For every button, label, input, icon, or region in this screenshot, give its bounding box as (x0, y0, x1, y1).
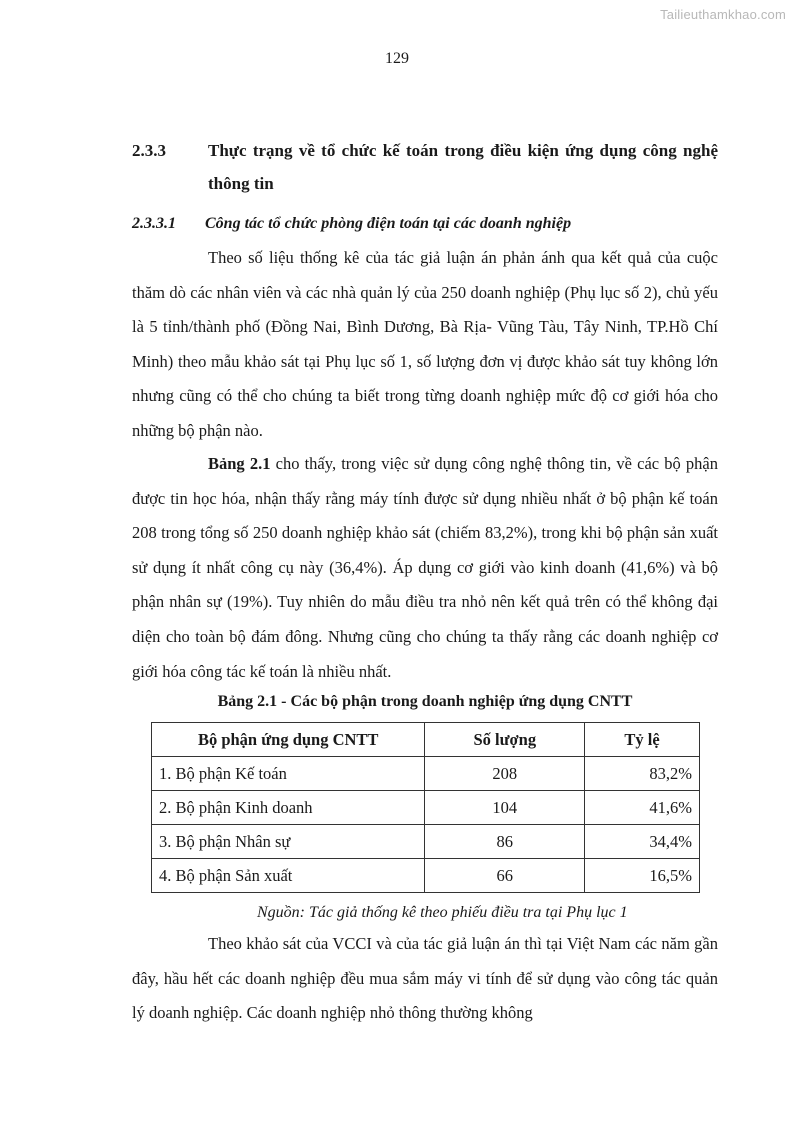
cell-count: 86 (425, 825, 585, 859)
cell-rate: 16,5% (585, 859, 700, 893)
header-count: Số lượng (425, 723, 585, 757)
cell-count: 104 (425, 791, 585, 825)
section-heading (132, 134, 718, 200)
table-caption: Bảng 2.1 - Các bộ phận trong doanh nghiệp ứng dụng CNTT (217, 693, 633, 710)
header-rate: Tỷ lệ (585, 723, 700, 757)
cell-count: 66 (425, 859, 585, 893)
header-department: Bộ phận ứng dụng CNTT (152, 723, 425, 757)
paragraph-2 (132, 447, 718, 689)
cell-department: 3. Bộ phận Nhân sự (152, 825, 425, 859)
cell-rate: 83,2% (585, 757, 700, 791)
table-row (152, 757, 700, 791)
cell-rate: 41,6% (585, 791, 700, 825)
cell-department: 4. Bộ phận Sản xuất (152, 859, 425, 893)
table-header-row (152, 723, 700, 757)
subsection-number: 2.3.3.1 (132, 215, 176, 232)
table-reference: Bảng 2.1 (208, 454, 271, 473)
subsection-title: Công tác tổ chức phòng điện toán tại các doanh nghiệp (205, 215, 572, 232)
table-source-note: Nguồn: Tác giả thống kê theo phiếu điều tra tại Phụ lục 1 (257, 904, 628, 921)
cell-count: 208 (425, 757, 585, 791)
table-row (152, 791, 700, 825)
watermark: Tailieuthamkhao.com (660, 7, 786, 22)
section-number: 2.3.3 (132, 141, 166, 160)
paragraph-1: Theo số liệu thống kê của tác giả luận án phản ánh qua kết quả của cuộc thăm dò các nhân viên và các nhà quản lý của 250 doanh nghiệp (Phụ lục số 2), chủ yếu là 5 tỉnh/thành phố (Đồng Nai, Bình Dương, Bà Rịa- Vũng Tàu, Tây Ninh, TP.Hồ Chí Minh) theo mẫu khảo sát tại Phụ lục số 1, số lượng đơn vị được khảo sát tuy không lớn nhưng cũng có thể cho chúng ta biết trong từng doanh nghiệp mức độ cơ giới hóa cho những bộ phận nào. (132, 248, 718, 440)
section-title: Thực trạng về tổ chức kế toán trong điều kiện ứng dụng công nghệ thông tin (208, 141, 718, 193)
cell-department: 1. Bộ phận Kế toán (152, 757, 425, 791)
table-row (152, 859, 700, 893)
paragraph-2-text: cho thấy, trong việc sử dụng công nghệ thông tin, về các bộ phận được tin học hóa, nhận thấy rằng máy tính được sử dụng nhiều nhất ở bộ phận kế toán 208 trong tổng số 250 doanh nghiệp khảo sát (chiếm 83,2%), trong khi bộ phận sản xuất sử dụng ít nhất công cụ này (36,4%). Áp dụng cơ giới vào kinh doanh (41,6%) và bộ phận nhân sự (19%). Tuy nhiên do mẫu điều tra nhỏ nên kết quả trên có thể không đại diện cho toàn bộ đám đông. Nhưng cũng cho chúng ta thấy rằng các doanh nghiệp cơ giới hóa công tác kế toán là nhiều nhất. (132, 454, 718, 681)
cell-rate: 34,4% (585, 825, 700, 859)
subsection-heading (132, 211, 718, 237)
table-row (152, 825, 700, 859)
departments-table (151, 722, 700, 893)
cell-department: 2. Bộ phận Kinh doanh (152, 791, 425, 825)
paragraph-3: Theo khảo sát của VCCI và của tác giả luận án thì tại Việt Nam các năm gần đây, hầu hết các doanh nghiệp đều mua sắm máy vi tính để sử dụng vào công tác quản lý doanh nghiệp. Các doanh nghiệp nhỏ thông thường không (132, 934, 718, 1023)
page-number: 129 (385, 50, 409, 67)
